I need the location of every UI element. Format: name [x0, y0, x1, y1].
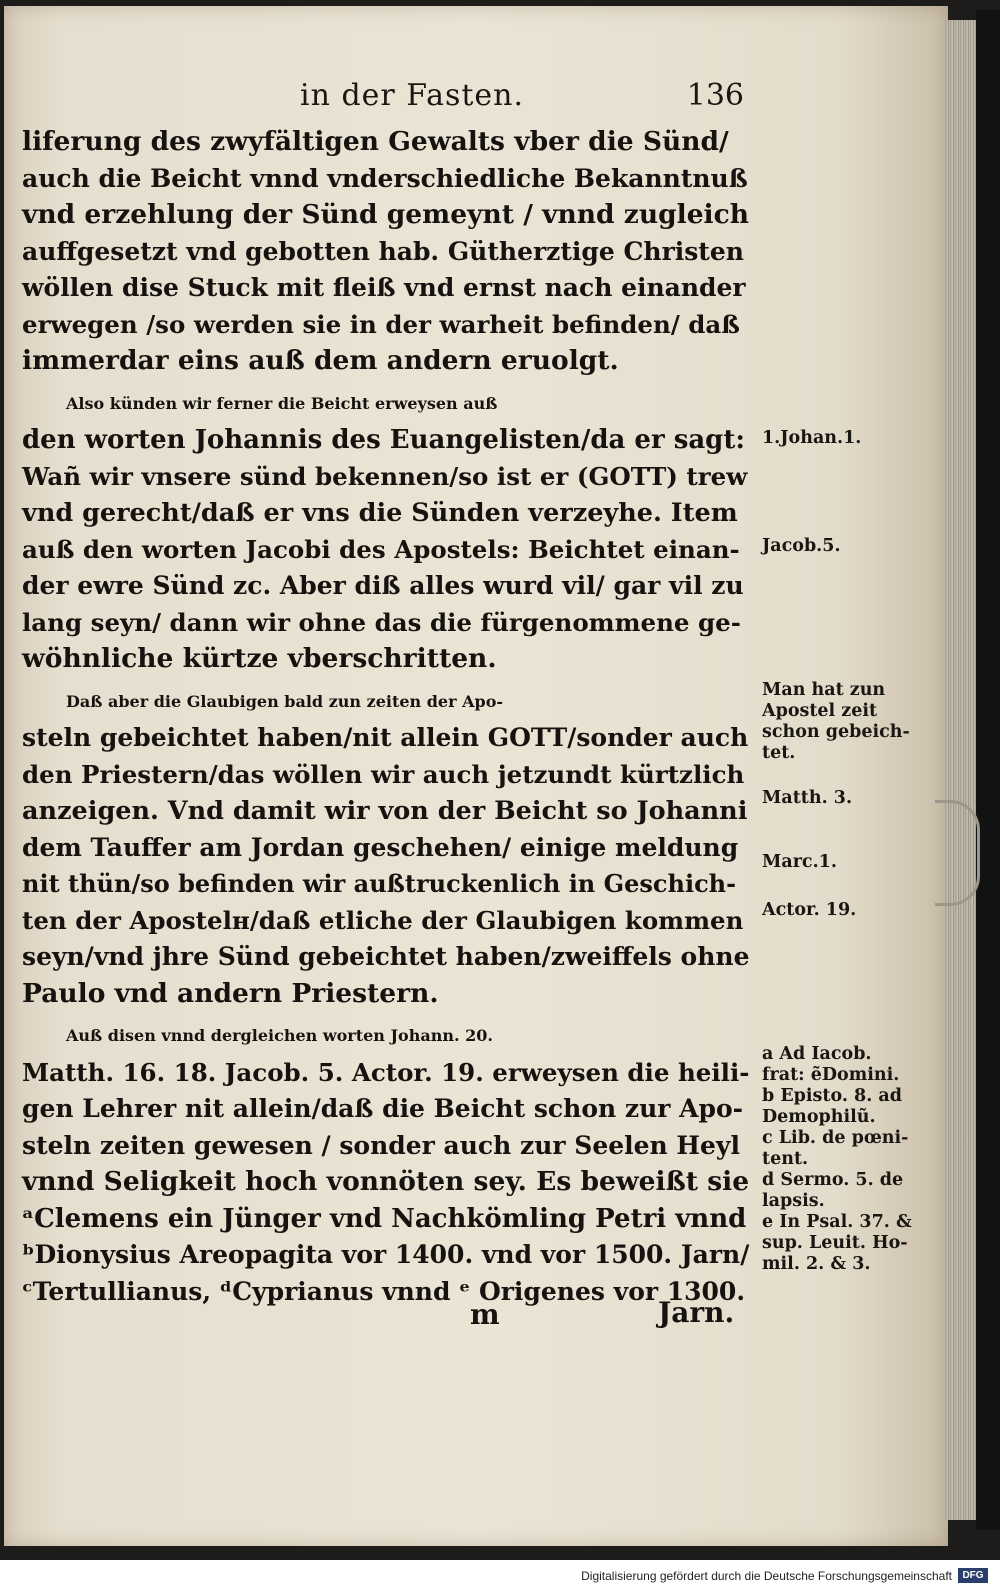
margin-note-line: Apostel zeit — [762, 701, 878, 721]
text-line: Matth. 16. 18. Jacob. 5. Actor. 19. erweysen die heili- — [22, 1057, 750, 1087]
margin-note-line: Marc.1. — [762, 852, 837, 872]
text-line: den Priestern/das wöllen wir auch jetzundt kürtzlich — [22, 759, 745, 789]
text-line: Paulo vnd andern Priestern. — [22, 977, 439, 1009]
text-line: nit thün/so befinden wir außtruckenlich in Geschich- — [22, 869, 737, 898]
text-line: auffgesetzt vnd gebotten hab. Gütherztige Christen — [22, 236, 744, 266]
text-line: Also künden wir ferner die Beicht erweysen auß — [66, 393, 498, 413]
signature-mark: m — [470, 1298, 500, 1331]
text-line: Daß aber die Glaubigen bald zun zeiten der Apo- — [66, 691, 504, 711]
margin-note-line: e In Psal. 37. & — [762, 1212, 912, 1232]
page-number: 136 — [686, 78, 744, 113]
margin-note-line: d Sermo. 5. de — [762, 1170, 904, 1190]
margin-note-line: frat: ẽDomini. — [762, 1065, 900, 1085]
margin-note-line: 1.Johan.1. — [762, 428, 862, 448]
text-line: Wañ wir vnsere sünd bekennen/so ist er (GOTT) trew — [22, 461, 748, 491]
text-line: liferung des zwyfältigen Gewalts vber die Sünd/ — [22, 126, 729, 157]
margin-note-line: lapsis. — [762, 1191, 825, 1211]
text-line: erwegen /so werden sie in der warheit befinden/ daß — [22, 309, 740, 339]
text-line: steln gebeichtet haben/nit allein GOTT/sonder auch — [22, 723, 749, 752]
footer-credit: Digitalisierung gefördert durch die Deutsche Forschungsgemeinschaft — [581, 1569, 952, 1583]
catchword: Jarn. — [658, 1296, 735, 1329]
margin-note-johan — [762, 428, 912, 449]
text-line: der ewre Sünd zc. Aber diß alles wurd vil/ gar vil zu — [22, 571, 744, 600]
margin-note-line: Jacob.5. — [762, 536, 841, 556]
margin-note-line: Actor. 19. — [762, 900, 857, 920]
text-line: dem Tauffer am Jordan geschehen/ einige meldung — [22, 832, 739, 862]
margin-note-line: Matth. 3. — [762, 788, 853, 808]
margin-note-line: Man hat zun — [762, 680, 886, 700]
text-line: auß den worten Jacobi des Apostels: Beichtet einan- — [22, 534, 740, 564]
margin-note-line: tet. — [762, 743, 796, 763]
margin-note-line: schon gebeich- — [762, 722, 910, 742]
margin-note-marc — [762, 852, 912, 873]
margin-note-line: tent. — [762, 1149, 809, 1169]
text-line: wöllen dise Stuck mit fleiß vnd ernst nach einander — [22, 273, 746, 302]
text-line: ten der Apostelн/daß etliche der Glaubigen kommen — [22, 905, 744, 935]
dfg-logo-icon: DFG — [958, 1568, 988, 1583]
text-line: anzeigen. Vnd damit wir von der Beicht so Johanni — [22, 796, 748, 826]
text-line: wöhnliche kürtze vberschritten. — [22, 643, 497, 674]
margin-note-line: a Ad Iacob. — [762, 1044, 872, 1064]
text-line: steln zeiten gewesen / sonder auch zur Seelen Heyl — [22, 1130, 740, 1160]
text-line: vnd gerecht/daß er vns die Sünden verzeyhe. Item — [22, 498, 738, 528]
running-head: in der Fasten. — [300, 78, 525, 113]
margin-note-matth — [762, 788, 912, 809]
text-line: Auß disen vnnd dergleichen worten Johann. 20. — [66, 1026, 493, 1045]
margin-note-apostel — [762, 680, 912, 764]
margin-note-line: b Episto. 8. ad — [762, 1086, 902, 1106]
text-line: ᶜTertullianus, ᵈCyprianus vnnd ᵉ Origenes vor 1300. — [22, 1276, 746, 1306]
text-line: immerdar eins auß dem andern eruolgt. — [22, 345, 619, 376]
margin-note-refs — [762, 1044, 912, 1275]
margin-note-line: Demophilũ. — [762, 1107, 876, 1127]
text-line: vnnd Seligkeit hoch vonnöten sey. Es beweißt sie — [22, 1166, 750, 1197]
margin-note-actor — [762, 900, 912, 921]
text-line: vnd erzehlung der Sünd gemeynt / vnnd zugleich — [22, 199, 750, 230]
text-line: auch die Beicht vnnd vnderschiedliche Bekanntnuß — [22, 163, 748, 193]
margin-note-jacob — [762, 536, 912, 557]
text-line: seyn/vnd jhre Sünd gebeichtet haben/zweiffels ohne — [22, 942, 750, 971]
margin-note-line: mil. 2. & 3. — [762, 1254, 871, 1274]
text-line: lang seyn/ dann wir ohne das die fürgenommene ge- — [22, 607, 741, 637]
text-line: gen Lehrer nit allein/daß die Beicht schon zur Apo- — [22, 1094, 744, 1123]
margin-note-line: sup. Leuit. Ho- — [762, 1233, 908, 1253]
text-line: ᵃClemens ein Jünger vnd Nachkömling Petri vnnd — [22, 1203, 747, 1234]
text-line: den worten Johannis des Euangelisten/da er sagt: — [22, 425, 745, 455]
margin-note-line: c Lib. de pœni- — [762, 1128, 909, 1148]
text-line: ᵇDionysius Areopagita vor 1400. vnd vor 1500. Jarn/ — [22, 1240, 750, 1269]
